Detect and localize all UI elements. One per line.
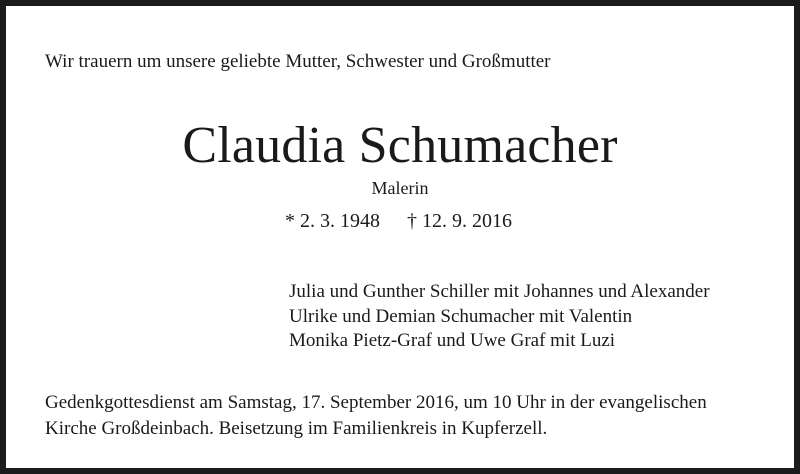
service-line: Kirche Großdeinbach. Beisetzung im Familienkreis in Kupferzell. bbox=[45, 417, 548, 439]
birth-date: * 2. 3. 1948 bbox=[285, 210, 380, 232]
mourner-line: Julia und Gunther Schiller mit Johannes und Alexander bbox=[289, 281, 710, 302]
service-info bbox=[45, 390, 707, 441]
occupation: Malerin bbox=[371, 178, 429, 198]
mourner-line: Ulrike und Demian Schumacher mit Valentin bbox=[289, 305, 633, 327]
intro-text: Wir trauern um unsere geliebte Mutter, Schwester und Großmutter bbox=[45, 51, 551, 72]
service-line: Gedenkgottesdienst am Samstag, 17. September 2016, um 10 Uhr in der evangelischen bbox=[45, 392, 707, 413]
mourner-line: Monika Pietz-Graf und Uwe Graf mit Luzi bbox=[289, 330, 616, 351]
mourners-list bbox=[289, 280, 710, 354]
deceased-name: Claudia Schumacher bbox=[182, 117, 618, 174]
death-date: † 12. 9. 2016 bbox=[407, 210, 512, 232]
